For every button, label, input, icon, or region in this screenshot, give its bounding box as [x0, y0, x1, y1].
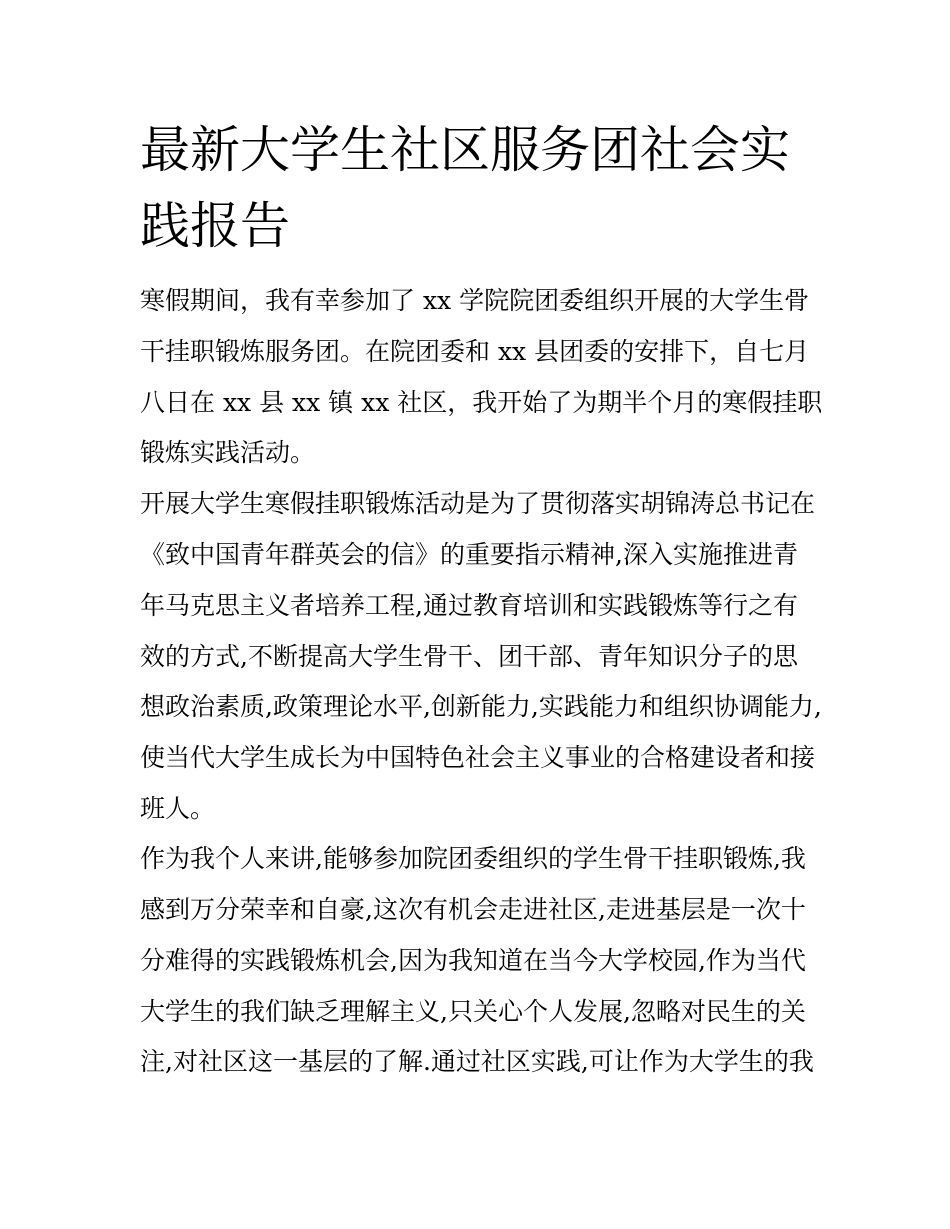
body-line-1: 寒假期间，我有幸参加了 xx 学院院团委组织开展的大学生骨 [140, 286, 810, 315]
body-line-3: 八日在 xx 县 xx 镇 xx 社区，我开始了为期半个月的寒假挂职 [140, 388, 823, 417]
body-line-4: 锻炼实践活动。 [140, 438, 316, 467]
body-line-13: 感到万分荣幸和自豪,这次有机会走进社区,走进基层是一次十 [140, 895, 806, 924]
body-line-15: 大学生的我们缺乏理解主义,只关心个人发展,忽略对民生的关 [140, 997, 806, 1026]
body-line-8: 效的方式,不断提高大学生骨干、团干部、青年知识分子的思 [140, 642, 798, 671]
body-line-5: 开展大学生寒假挂职锻炼活动是为了贯彻落实胡锦涛总书记在 [140, 489, 816, 518]
body-line-10: 使当代大学生成长为中国特色社会主义事业的合格建设者和接 [140, 743, 816, 772]
body-line-9: 想政治素质,政策理论水平,创新能力,实践能力和组织协调能力, [140, 692, 822, 721]
title-line-1: 最新大学生社区服务团社会实 [140, 121, 790, 179]
title-line-2: 践报告 [140, 197, 290, 255]
document-title [140, 112, 820, 264]
body-line-16: 注,对社区这一基层的了解.通过社区实践,可让作为大学生的我 [140, 1047, 814, 1076]
body-line-7: 年马克思主义者培养工程,通过教育培训和实践锻炼等行之有 [140, 591, 798, 620]
body-line-14: 分难得的实践锻炼机会,因为我知道在当今大学校园,作为当代 [140, 946, 806, 975]
body-line-2: 干挂职锻炼服务团。在院团委和 xx 县团委的安排下，自七月 [140, 337, 810, 366]
body-line-6: 《致中国青年群英会的信》的重要指示精神,深入实施推进青 [140, 540, 798, 569]
body-line-11: 班人。 [140, 794, 216, 823]
body-line-12: 作为我个人来讲,能够参加院团委组织的学生骨干挂职锻炼,我 [140, 844, 806, 873]
